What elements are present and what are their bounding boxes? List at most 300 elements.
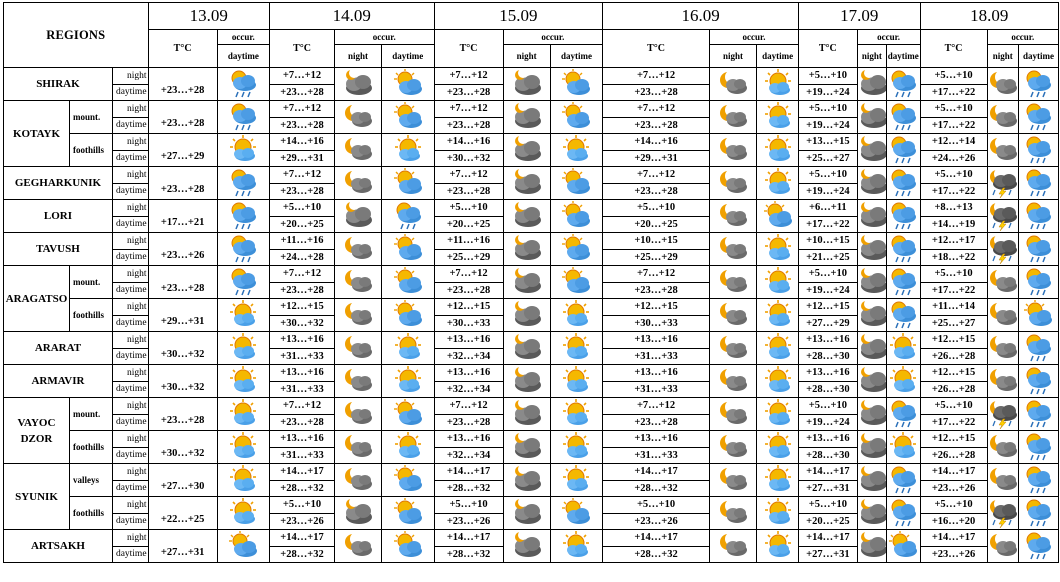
- sun-cloud-rain-icon: [228, 168, 258, 198]
- grey-cloud-icon: [512, 366, 542, 396]
- table-row: [4, 497, 1059, 514]
- moon-cloud-icon: [343, 168, 373, 198]
- sun-cloud-rain-icon: [888, 300, 918, 330]
- day-temperature: +28…+32: [434, 546, 503, 563]
- weather-icon-cell: [217, 299, 269, 332]
- daytime-header: daytime: [757, 45, 799, 68]
- sun-cloud-rain-icon: [888, 135, 918, 165]
- sun-cloud-rain-icon: [888, 201, 918, 231]
- weather-icon-cell: [382, 266, 434, 299]
- date-header: 15.09: [434, 3, 603, 30]
- sun-icon: [393, 333, 423, 363]
- weather-icon-cell: [382, 332, 434, 365]
- weather-icon-cell: [217, 332, 269, 365]
- night-temperature: +7…+12: [603, 167, 710, 184]
- region-name: VAYOC DZOR: [4, 398, 70, 464]
- sun-cloud-rain-icon: [1023, 432, 1053, 462]
- weather-icon-cell: [334, 332, 381, 365]
- weather-icon-cell: [757, 266, 799, 299]
- weather-icon-cell: [757, 497, 799, 530]
- sun-icon: [763, 135, 793, 165]
- weather-icon-cell: [1018, 464, 1058, 497]
- sun-cloud-rain-icon: [228, 234, 258, 264]
- day-temperature: +28…+32: [603, 480, 710, 497]
- temperature-cell: +23…+28: [148, 101, 217, 134]
- day-temperature: +29…+31: [603, 150, 710, 167]
- day-temperature: +25…+27: [799, 150, 858, 167]
- weather-icon-cell: [217, 266, 269, 299]
- weather-icon-cell: [757, 134, 799, 167]
- sun-cloud-rain-icon: [393, 201, 423, 231]
- grey-cloud-icon: [858, 366, 887, 396]
- subregion-name: foothills: [69, 134, 112, 167]
- day-temperature: +23…+26: [603, 513, 710, 530]
- day-temperature: +23…+28: [603, 183, 710, 200]
- grey-cloud-icon: [512, 531, 542, 561]
- night-label: night: [112, 167, 148, 184]
- daytime-label: daytime: [112, 348, 148, 365]
- sun-icon: [393, 432, 423, 462]
- night-temperature: +13…+16: [603, 365, 710, 382]
- sun-icon: [561, 333, 591, 363]
- night-label: night: [112, 398, 148, 415]
- day-temperature: +17…+22: [920, 183, 987, 200]
- day-temperature: +23…+28: [270, 414, 335, 431]
- weather-icon-cell: [382, 200, 434, 233]
- weather-icon-cell: [857, 167, 886, 200]
- grey-cloud-icon: [512, 432, 542, 462]
- night-temperature: +5…+10: [799, 101, 858, 118]
- night-temperature: +12…+17: [920, 233, 987, 250]
- weather-icon-cell: [503, 431, 550, 464]
- daytime-header: daytime: [550, 45, 602, 68]
- sun-icon: [561, 465, 591, 495]
- night-temperature: +7…+12: [603, 266, 710, 283]
- storm-cloud-icon: [988, 201, 1018, 231]
- day-temperature: +25…+27: [920, 315, 987, 332]
- occur-header: occur.: [987, 30, 1058, 45]
- weather-icon-cell: [550, 266, 602, 299]
- day-temperature: +17…+22: [920, 414, 987, 431]
- weather-icon-cell: [1018, 233, 1058, 266]
- night-temperature: +5…+10: [434, 200, 503, 217]
- weather-icon-cell: [334, 431, 381, 464]
- weather-icon-cell: [987, 299, 1018, 332]
- day-temperature: +30…+32: [270, 315, 335, 332]
- weather-icon-cell: [857, 233, 886, 266]
- weather-icon-cell: [217, 134, 269, 167]
- weather-icon-cell: [709, 299, 756, 332]
- grey-cloud-icon: [512, 201, 542, 231]
- weather-icon-cell: [757, 431, 799, 464]
- day-temperature: +23…+26: [434, 513, 503, 530]
- weather-icon-cell: [217, 68, 269, 101]
- sun-icon: [763, 399, 793, 429]
- moon-cloud-icon: [343, 267, 373, 297]
- night-temperature: +5…+10: [799, 398, 858, 415]
- weather-icon-cell: [857, 365, 886, 398]
- weather-icon-cell: [757, 167, 799, 200]
- day-temperature: +28…+30: [799, 447, 858, 464]
- weather-icon-cell: [550, 431, 602, 464]
- date-header: 17.09: [799, 3, 921, 30]
- weather-icon-cell: [709, 134, 756, 167]
- sun-cloud-icon: [763, 201, 793, 231]
- weather-icon-cell: [887, 200, 921, 233]
- night-temperature: +14…+17: [920, 464, 987, 481]
- night-temperature: +13…+16: [799, 365, 858, 382]
- sun-icon: [763, 432, 793, 462]
- day-temperature: +23…+28: [270, 117, 335, 134]
- weather-icon-cell: [887, 431, 921, 464]
- day-temperature: +23…+28: [270, 84, 335, 101]
- sun-cloud-icon: [561, 498, 591, 528]
- day-temperature: +31…+33: [603, 381, 710, 398]
- day-temperature: +23…+26: [270, 513, 335, 530]
- night-temperature: +7…+12: [434, 167, 503, 184]
- weather-icon-cell: [709, 530, 756, 563]
- weather-icon-cell: [1018, 101, 1058, 134]
- weather-icon-cell: [857, 299, 886, 332]
- day-temperature: +23…+26: [920, 546, 987, 563]
- temperature-cell: +27…+29: [148, 134, 217, 167]
- night-label: night: [112, 101, 148, 118]
- sun-cloud-rain-icon: [888, 69, 918, 99]
- night-temperature: +14…+17: [603, 464, 710, 481]
- temp-header: T°C: [434, 30, 503, 68]
- sun-cloud-icon: [393, 498, 423, 528]
- moon-cloud-icon: [343, 366, 373, 396]
- moon-cloud-icon: [718, 267, 748, 297]
- daytime-label: daytime: [112, 447, 148, 464]
- sun-cloud-icon: [561, 234, 591, 264]
- sun-icon: [561, 432, 591, 462]
- forecast-body: [4, 68, 1059, 563]
- temperature-cell: +30…+32: [148, 332, 217, 365]
- sun-cloud-icon: [393, 69, 423, 99]
- sun-cloud-icon: [561, 168, 591, 198]
- day-temperature: +26…+28: [920, 381, 987, 398]
- weather-icon-cell: [334, 365, 381, 398]
- date-header: 14.09: [270, 3, 434, 30]
- weather-icon-cell: [334, 398, 381, 431]
- night-header: night: [334, 45, 381, 68]
- weather-icon-cell: [334, 497, 381, 530]
- daytime-label: daytime: [112, 84, 148, 101]
- day-temperature: +25…+29: [434, 249, 503, 266]
- day-temperature: +28…+32: [434, 480, 503, 497]
- weather-icon-cell: [757, 365, 799, 398]
- night-temperature: +10…+15: [799, 233, 858, 250]
- storm-cloud-icon: [988, 168, 1018, 198]
- weather-icon-cell: [709, 332, 756, 365]
- weather-icon-cell: [987, 233, 1018, 266]
- sun-icon: [763, 102, 793, 132]
- day-temperature: +31…+33: [270, 348, 335, 365]
- day-temperature: +23…+26: [920, 480, 987, 497]
- day-temperature: +23…+28: [270, 282, 335, 299]
- sun-cloud-rain-icon: [1023, 333, 1053, 363]
- weather-icon-cell: [217, 398, 269, 431]
- night-header: night: [709, 45, 756, 68]
- night-temperature: +12…+15: [434, 299, 503, 316]
- table-row: [4, 266, 1059, 283]
- day-temperature: +28…+32: [603, 546, 710, 563]
- temp-header: T°C: [920, 30, 987, 68]
- night-temperature: +7…+12: [603, 101, 710, 118]
- weather-icon-cell: [1018, 398, 1058, 431]
- night-temperature: +5…+10: [270, 497, 335, 514]
- night-temperature: +14…+17: [270, 530, 335, 547]
- weather-icon-cell: [503, 233, 550, 266]
- weather-icon-cell: [382, 398, 434, 431]
- sun-cloud-rain-icon: [1023, 465, 1053, 495]
- grey-cloud-icon: [858, 201, 887, 231]
- temperature-cell: +23…+26: [148, 233, 217, 266]
- moon-cloud-icon: [988, 300, 1018, 330]
- sun-icon: [228, 135, 258, 165]
- night-temperature: +5…+10: [799, 497, 858, 514]
- sun-cloud-rain-icon: [1023, 102, 1053, 132]
- night-label: night: [112, 134, 148, 151]
- grey-cloud-icon: [343, 201, 373, 231]
- sun-cloud-rain-icon: [888, 399, 918, 429]
- day-temperature: +25…+29: [603, 249, 710, 266]
- weather-icon-cell: [709, 167, 756, 200]
- sun-icon: [228, 498, 258, 528]
- daytime-label: daytime: [112, 315, 148, 332]
- moon-cloud-icon: [718, 234, 748, 264]
- night-temperature: +12…+14: [920, 134, 987, 151]
- day-temperature: +20…+25: [270, 216, 335, 233]
- sun-cloud-icon: [1023, 300, 1053, 330]
- weather-icon-cell: [1018, 530, 1058, 563]
- weather-icon-cell: [987, 497, 1018, 530]
- sun-cloud-rain-icon: [1023, 201, 1053, 231]
- weather-icon-cell: [757, 68, 799, 101]
- moon-cloud-icon: [988, 465, 1018, 495]
- storm-cloud-icon: [988, 234, 1018, 264]
- weather-icon-cell: [987, 398, 1018, 431]
- night-temperature: +5…+10: [920, 497, 987, 514]
- weather-icon-cell: [217, 530, 269, 563]
- night-temperature: +11…+14: [920, 299, 987, 316]
- weather-icon-cell: [709, 266, 756, 299]
- sun-cloud-rain-icon: [888, 102, 918, 132]
- sun-cloud-rain-icon: [888, 498, 918, 528]
- weather-icon-cell: [1018, 299, 1058, 332]
- night-temperature: +7…+12: [270, 266, 335, 283]
- moon-cloud-icon: [718, 102, 748, 132]
- night-temperature: +10…+15: [603, 233, 710, 250]
- weather-icon-cell: [334, 266, 381, 299]
- night-temperature: +8…+13: [920, 200, 987, 217]
- grey-cloud-icon: [858, 531, 887, 561]
- day-temperature: +32…+34: [434, 447, 503, 464]
- temperature-cell: +22…+25: [148, 497, 217, 530]
- day-temperature: +28…+32: [270, 546, 335, 563]
- daytime-label: daytime: [112, 480, 148, 497]
- daytime-header: daytime: [1018, 45, 1058, 68]
- temp-header: T°C: [603, 30, 710, 68]
- sun-cloud-icon: [393, 102, 423, 132]
- weather-icon-cell: [987, 167, 1018, 200]
- weather-icon-cell: [382, 365, 434, 398]
- sun-icon: [393, 135, 423, 165]
- weather-icon-cell: [217, 365, 269, 398]
- grey-cloud-icon: [858, 333, 887, 363]
- night-temperature: +14…+17: [434, 464, 503, 481]
- moon-cloud-icon: [343, 333, 373, 363]
- moon-cloud-icon: [343, 135, 373, 165]
- night-temperature: +14…+17: [434, 530, 503, 547]
- day-temperature: +23…+28: [434, 117, 503, 134]
- day-temperature: +23…+28: [603, 414, 710, 431]
- sun-icon: [888, 333, 918, 363]
- weather-icon-cell: [857, 332, 886, 365]
- night-temperature: +13…+16: [270, 332, 335, 349]
- moon-cloud-icon: [718, 366, 748, 396]
- day-temperature: +32…+34: [434, 381, 503, 398]
- weather-icon-cell: [334, 299, 381, 332]
- day-temperature: +28…+32: [270, 480, 335, 497]
- sun-cloud-rain-icon: [888, 465, 918, 495]
- grey-cloud-icon: [512, 102, 542, 132]
- day-temperature: +23…+28: [434, 84, 503, 101]
- grey-cloud-icon: [858, 399, 887, 429]
- table-row: [4, 398, 1059, 415]
- night-label: night: [112, 266, 148, 283]
- weather-icon-cell: [709, 431, 756, 464]
- weather-icon-cell: [382, 134, 434, 167]
- weather-icon-cell: [217, 167, 269, 200]
- weather-icon-cell: [709, 200, 756, 233]
- night-temperature: +14…+17: [799, 530, 858, 547]
- weather-icon-cell: [709, 101, 756, 134]
- weather-icon-cell: [503, 497, 550, 530]
- weather-icon-cell: [857, 266, 886, 299]
- day-temperature: +20…+25: [799, 513, 858, 530]
- night-label: night: [112, 68, 148, 85]
- daytime-label: daytime: [112, 513, 148, 530]
- weather-icon-cell: [334, 200, 381, 233]
- night-temperature: +6…+11: [799, 200, 858, 217]
- region-name: ARAGATSO: [4, 266, 70, 332]
- moon-cloud-icon: [988, 135, 1018, 165]
- weather-icon-cell: [550, 167, 602, 200]
- weather-icon-cell: [887, 101, 921, 134]
- region-name: ARTSAKH: [4, 530, 113, 563]
- night-label: night: [112, 530, 148, 547]
- moon-cloud-icon: [343, 102, 373, 132]
- weather-icon-cell: [757, 332, 799, 365]
- weather-icon-cell: [217, 497, 269, 530]
- night-temperature: +5…+10: [920, 266, 987, 283]
- sun-cloud-rain-icon: [1023, 531, 1053, 561]
- grey-cloud-icon: [512, 498, 542, 528]
- night-label: night: [112, 464, 148, 481]
- subregion-name: mount.: [69, 101, 112, 134]
- weather-icon-cell: [503, 365, 550, 398]
- sun-cloud-rain-icon: [1023, 234, 1053, 264]
- weather-icon-cell: [887, 68, 921, 101]
- grey-cloud-icon: [858, 135, 887, 165]
- sun-cloud-rain-icon: [888, 234, 918, 264]
- night-temperature: +12…+15: [920, 365, 987, 382]
- day-temperature: +14…+19: [920, 216, 987, 233]
- subregion-name: foothills: [69, 299, 112, 332]
- daytime-label: daytime: [112, 381, 148, 398]
- weather-icon-cell: [709, 68, 756, 101]
- weather-icon-cell: [887, 167, 921, 200]
- night-temperature: +7…+12: [270, 398, 335, 415]
- sun-cloud-icon: [888, 531, 918, 561]
- day-temperature: +27…+31: [799, 480, 858, 497]
- weather-icon-cell: [1018, 68, 1058, 101]
- temperature-cell: +23…+28: [148, 167, 217, 200]
- day-temperature: +19…+24: [799, 282, 858, 299]
- table-row: [4, 101, 1059, 118]
- grey-cloud-icon: [858, 432, 887, 462]
- sun-cloud-rain-icon: [228, 267, 258, 297]
- night-temperature: +13…+16: [434, 332, 503, 349]
- weather-icon-cell: [987, 101, 1018, 134]
- day-temperature: +23…+28: [270, 183, 335, 200]
- day-temperature: +27…+31: [799, 546, 858, 563]
- night-temperature: +12…+15: [603, 299, 710, 316]
- temperature-cell: +30…+32: [148, 431, 217, 464]
- grey-cloud-icon: [512, 399, 542, 429]
- weather-icon-cell: [987, 68, 1018, 101]
- moon-cloud-icon: [988, 333, 1018, 363]
- night-temperature: +14…+17: [603, 530, 710, 547]
- grey-cloud-icon: [512, 168, 542, 198]
- temperature-cell: +29…+31: [148, 299, 217, 332]
- day-temperature: +30…+32: [434, 150, 503, 167]
- day-temperature: +23…+28: [434, 282, 503, 299]
- weather-icon-cell: [887, 134, 921, 167]
- grey-cloud-icon: [512, 300, 542, 330]
- day-temperature: +19…+24: [799, 183, 858, 200]
- sun-cloud-rain-icon: [228, 201, 258, 231]
- day-temperature: +31…+33: [270, 381, 335, 398]
- night-temperature: +7…+12: [434, 266, 503, 283]
- day-temperature: +17…+22: [920, 282, 987, 299]
- grey-cloud-icon: [512, 135, 542, 165]
- weather-icon-cell: [334, 134, 381, 167]
- sun-icon: [228, 333, 258, 363]
- sun-icon: [228, 432, 258, 462]
- moon-cloud-icon: [343, 399, 373, 429]
- sun-cloud-rain-icon: [228, 102, 258, 132]
- weather-icon-cell: [503, 134, 550, 167]
- daytime-label: daytime: [112, 249, 148, 266]
- weather-icon-cell: [382, 497, 434, 530]
- weather-icon-cell: [1018, 266, 1058, 299]
- occur-header: occur.: [709, 30, 798, 45]
- night-label: night: [112, 200, 148, 217]
- weather-icon-cell: [1018, 134, 1058, 167]
- weather-icon-cell: [334, 464, 381, 497]
- night-temperature: +7…+12: [434, 101, 503, 118]
- weather-icon-cell: [334, 167, 381, 200]
- night-temperature: +5…+10: [270, 200, 335, 217]
- day-temperature: +28…+30: [799, 348, 858, 365]
- weather-icon-cell: [334, 68, 381, 101]
- weather-icon-cell: [757, 233, 799, 266]
- sun-cloud-rain-icon: [1023, 168, 1053, 198]
- grey-cloud-icon: [858, 300, 887, 330]
